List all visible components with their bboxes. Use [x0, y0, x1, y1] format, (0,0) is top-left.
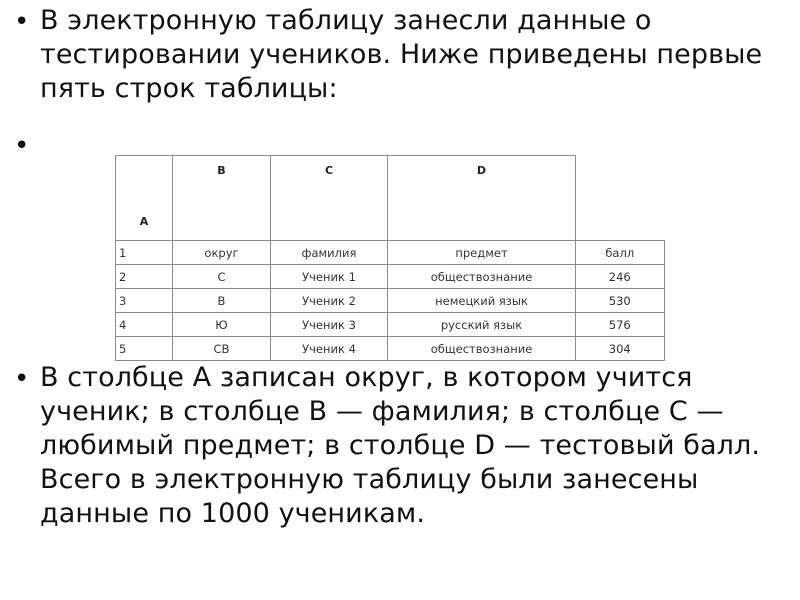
table-cell: 530	[576, 289, 665, 313]
table-cell: Ученик 2	[271, 289, 388, 313]
table-cell: С	[173, 265, 271, 289]
table-cell: Ученик 4	[271, 337, 388, 361]
bullet-marker: •	[14, 364, 30, 394]
table-cell: 5	[116, 337, 173, 361]
table-cell: 3	[116, 289, 173, 313]
table-cell: округ	[173, 241, 271, 265]
column-header-b: B	[173, 156, 271, 241]
bullet-marker: •	[14, 131, 30, 161]
column-header-row	[116, 156, 665, 241]
bullet-marker: •	[14, 7, 30, 37]
table-row	[116, 337, 665, 361]
bullet-item-description	[14, 361, 774, 531]
column-header-d: D	[388, 156, 576, 241]
table-cell: 4	[116, 313, 173, 337]
table-cell: Ученик 3	[271, 313, 388, 337]
spreadsheet-table	[115, 155, 665, 361]
table-cell: русский язык	[388, 313, 576, 337]
table-cell: 246	[576, 265, 665, 289]
table-cell: обществознание	[388, 337, 576, 361]
table-cell: балл	[576, 241, 665, 265]
column-header-a: A	[116, 156, 173, 241]
table-cell: 576	[576, 313, 665, 337]
intro-paragraph: В электронную таблицу занесли данные о тестировании учеников. Ниже приведены первые пять строк таблицы:	[40, 5, 763, 104]
column-header-e	[576, 156, 665, 241]
table-row	[116, 289, 665, 313]
table-cell: Ю	[173, 313, 271, 337]
bullet-item-intro	[14, 4, 774, 106]
table-cell: 2	[116, 265, 173, 289]
table-cell: немецкий язык	[388, 289, 576, 313]
table-row	[116, 265, 665, 289]
table-cell: 304	[576, 337, 665, 361]
table-cell: СВ	[173, 337, 271, 361]
table-cell: предмет	[388, 241, 576, 265]
description-paragraph: В столбце A записан округ, в котором учится ученик; в столбце B — фамилия; в столбце C — любимый предмет; в столбце D — тестовый балл. Всего в электронную таблицу были занесены данные по 1000 ученикам.	[40, 362, 761, 529]
table-cell: 1	[116, 241, 173, 265]
table-row	[116, 313, 665, 337]
table-cell: В	[173, 289, 271, 313]
table-cell: фамилия	[271, 241, 388, 265]
column-header-c: C	[271, 156, 388, 241]
table-cell: Ученик 1	[271, 265, 388, 289]
table-cell: обществознание	[388, 265, 576, 289]
table-row	[116, 241, 665, 265]
